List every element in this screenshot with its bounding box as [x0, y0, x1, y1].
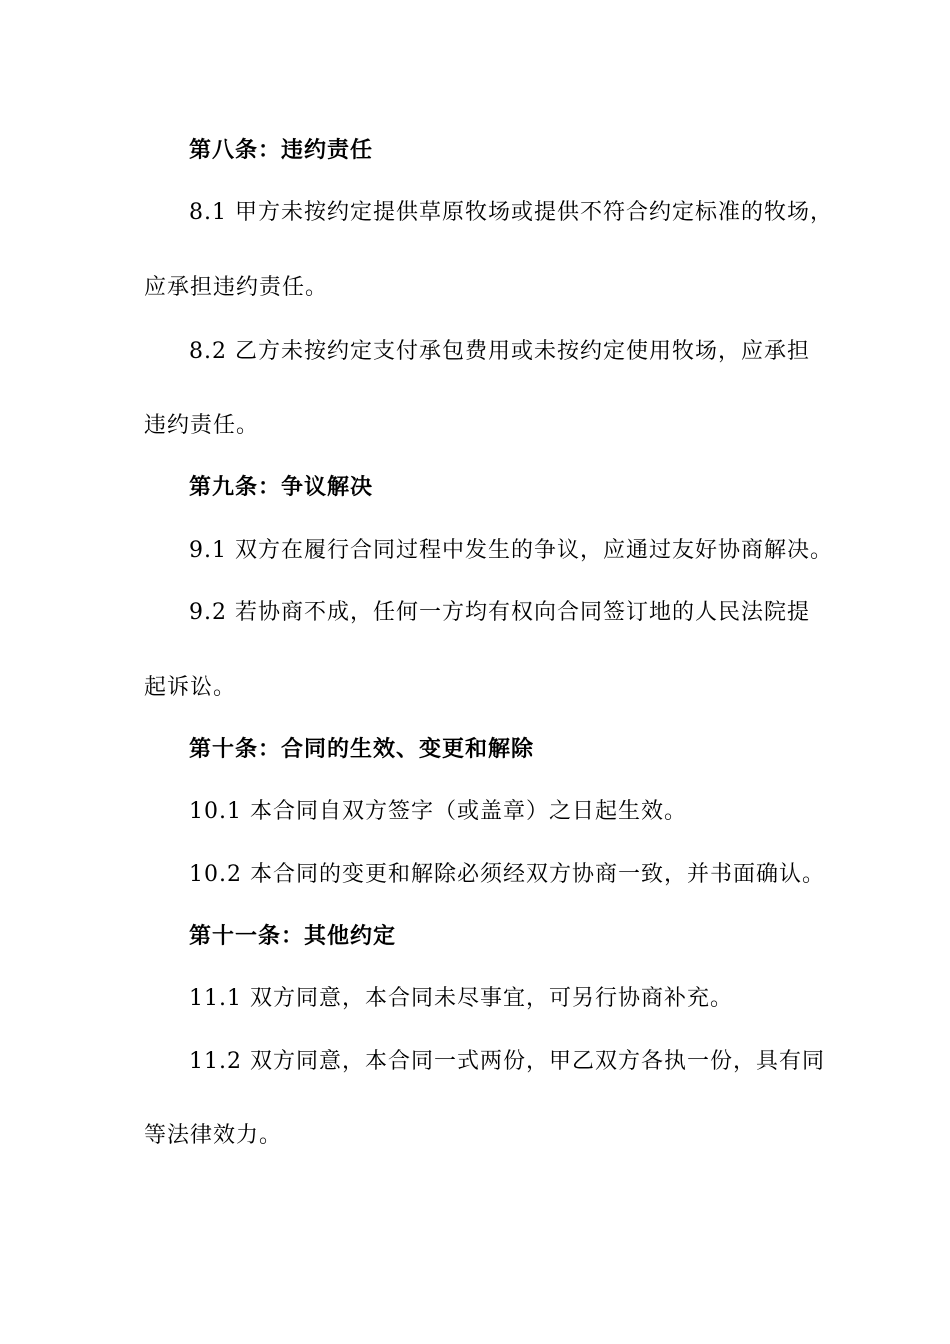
article-9-heading: 第九条：争议解决 [189, 475, 374, 500]
article-8-heading: 第八条：违约责任 [189, 138, 374, 163]
article-9-2-line-1: 9.2 若协商不成，任何一方均有权向合同签订地的人民法院提 [189, 600, 810, 625]
article-9-1: 9.1 双方在履行合同过程中发生的争议，应通过友好协商解决。 [189, 538, 833, 563]
article-11-heading: 第十一条：其他约定 [189, 924, 397, 949]
article-11-2-line-1: 11.2 双方同意，本合同一式两份，甲乙双方各执一份，具有同 [189, 1049, 825, 1074]
article-8-2-line-1: 8.2 乙方未按约定支付承包费用或未按约定使用牧场，应承担 [189, 339, 810, 364]
article-8-1-line-2: 应承担违约责任。 [144, 275, 329, 300]
article-8-1-line-1: 8.1 甲方未按约定提供草原牧场或提供不符合约定标准的牧场， [189, 200, 833, 225]
article-10-2: 10.2 本合同的变更和解除必须经双方协商一致，并书面确认。 [189, 862, 825, 887]
article-11-2-line-2: 等法律效力。 [144, 1123, 283, 1148]
article-10-1: 10.1 本合同自双方签字（或盖章）之日起生效。 [189, 799, 687, 824]
article-8-2-line-2: 违约责任。 [144, 413, 260, 438]
article-10-heading: 第十条：合同的生效、变更和解除 [189, 737, 535, 762]
article-11-1: 11.1 双方同意，本合同未尽事宜，可另行协商补充。 [189, 986, 733, 1011]
article-9-2-line-2: 起诉讼。 [144, 675, 237, 700]
